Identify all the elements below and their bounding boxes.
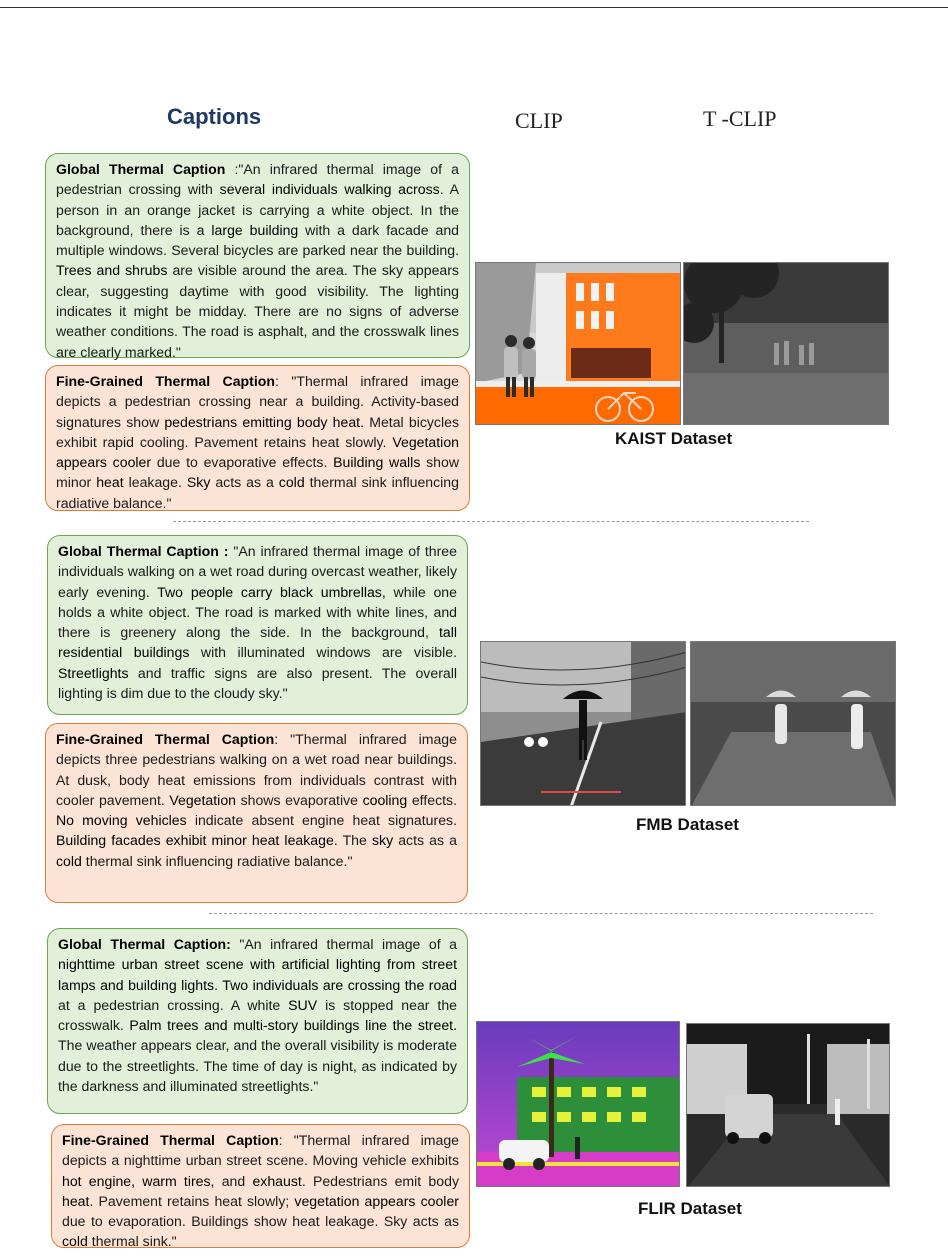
- caption-text: "Thermal infrared image depicts a nighttime urban street scene. Moving vehicle exhibits: [62, 1132, 459, 1169]
- caption-text: shows evaporative: [236, 791, 363, 808]
- caption-text: thermal sink influencing radiative balance.": [81, 852, 353, 869]
- caption-text: while one holds a white object. The road is marked with white lines, and there is greenery along the side. In the background,: [58, 583, 457, 641]
- keyword-text: cold: [56, 852, 82, 869]
- caption-text: "An infrared thermal image of a: [239, 936, 458, 952]
- keyword-text: Building facades exhibit minor heat leakage: [56, 832, 334, 849]
- keyword-text: large building: [211, 221, 299, 238]
- kaist-clip-image: [475, 262, 681, 425]
- caption-sep: :: [225, 161, 239, 177]
- caption-text: due to evaporative effects.: [151, 454, 334, 471]
- keyword-text: hot engine, warm tires,: [62, 1172, 215, 1189]
- keyword-text: pedestrians emitting body heat.: [164, 413, 365, 430]
- caption-text: indicate absent engine heat signatures.: [186, 812, 457, 829]
- top-rule: [0, 7, 948, 8]
- keyword-text: Building walls: [333, 454, 421, 471]
- caption-text: .: [214, 976, 223, 993]
- caption-text: and: [214, 1172, 253, 1189]
- separator: [209, 913, 873, 914]
- keyword-text: cold: [278, 474, 305, 491]
- caption-text: "An infrared thermal image of a pedestrian crossing with: [56, 161, 459, 198]
- caption-body: [58, 936, 457, 1094]
- keyword-text: Vegetation appears cooler: [56, 433, 459, 471]
- caption-title: Fine-Grained Thermal Caption: [56, 373, 275, 389]
- caption-sep: :: [278, 1132, 294, 1148]
- fmb-dataset-label: FMB Dataset: [636, 815, 739, 834]
- caption-body: [62, 1132, 459, 1249]
- keyword-text: Two individuals are crossing the road: [222, 976, 458, 993]
- caption-body: [56, 373, 459, 511]
- caption-text: The weather appears clear, and the overall visibility is moderate due to the streetlights. The time of day is night, as indicated by the darkness and illuminated streetlights.": [58, 1037, 457, 1095]
- clip-heading: CLIP: [515, 108, 563, 133]
- caption-text: . The: [333, 832, 372, 849]
- kaist-fine-caption: [45, 365, 470, 511]
- caption-text: is stopped near the crosswalk.: [58, 996, 458, 1034]
- keyword-text: nighttime urban street scene with artificial lighting from street lamps and building lights: [58, 956, 457, 993]
- caption-text: "An infrared thermal image of three individuals walking on a wet road during overcast weather, likely early evening.: [58, 543, 457, 600]
- caption-text: due to evaporation. Buildings show heat leakage. Sky acts as: [62, 1213, 459, 1230]
- keyword-text: No moving vehicles: [56, 812, 187, 829]
- flir-tclip-image: [686, 1023, 890, 1187]
- flir-dataset-label: FLIR Dataset: [638, 1199, 742, 1218]
- caption-text: Metal bicycles exhibit rapid cooling. Pavement retains heat slowly.: [56, 413, 459, 450]
- caption-text: with illuminated windows are visible.: [189, 644, 457, 661]
- caption-text: are visible around the area. The sky appears clear, suggesting daytime with good visibility. The lighting indicates it might be midday. There are no signs of adverse weather conditions. The road is asphalt, and the crosswalk lines are clearly marked.": [56, 262, 459, 360]
- caption-title: Global Thermal Caption:: [58, 936, 231, 952]
- fmb-tclip-image: [690, 641, 896, 806]
- caption-sep: :: [274, 731, 291, 747]
- fmb-global-caption: [47, 535, 468, 715]
- flir-tclip-render: [687, 1024, 890, 1187]
- caption-title: Global Thermal Caption: [56, 161, 226, 177]
- keyword-text: Sky: [186, 474, 211, 491]
- caption-text: thermal sink influencing radiative balance.": [56, 474, 459, 511]
- keyword-text: vegetation appears cooler: [294, 1192, 459, 1209]
- fmb-tclip-render: [691, 642, 896, 806]
- caption-body: [56, 731, 457, 869]
- caption-text: with a dark facade and multiple windows. Several bicycles are parked near the building.: [56, 221, 460, 259]
- keyword-text: Streetlights: [58, 664, 129, 681]
- caption-title: Fine-Grained Thermal Caption: [56, 731, 275, 747]
- caption-body: [58, 543, 457, 701]
- captions-heading: Captions: [167, 104, 262, 129]
- kaist-global-caption: [45, 153, 470, 358]
- keyword-text: Trees and shrubs: [56, 262, 168, 279]
- caption-sep: :: [275, 373, 292, 389]
- caption-text: acts as a: [210, 474, 279, 491]
- kaist-clip-render: [476, 263, 681, 425]
- keyword-text: tall residential buildings: [58, 624, 457, 661]
- caption-text: . Pedestrians emit body: [301, 1172, 459, 1189]
- caption-text: at a pedestrian crossing. A white: [58, 996, 289, 1013]
- caption-text: . Pavement retains heat slowly;: [89, 1192, 295, 1209]
- caption-text: show minor: [56, 454, 460, 491]
- keyword-text: heat: [96, 474, 124, 491]
- flir-global-caption: [47, 928, 468, 1114]
- keyword-text: exhaust: [252, 1172, 302, 1189]
- caption-text: . A person in an orange jacket is carrying a white object. In the background, there is a: [56, 181, 459, 238]
- flir-clip-render: [477, 1022, 680, 1187]
- caption-title: Fine-Grained Thermal Caption: [62, 1132, 279, 1148]
- keyword-text: cold: [62, 1233, 88, 1250]
- caption-text: acts as a: [393, 832, 457, 849]
- caption-text: "Thermal infrared image depicts three pedestrians walking on a wet road near buildings. At dusk, body heat emissions from individuals contrast with cooler pavement.: [56, 731, 457, 808]
- caption-text: "Thermal infrared image depicts a pedestrian crossing near a building. Activity-based signatures show: [56, 373, 459, 430]
- flir-fine-caption: [51, 1124, 470, 1248]
- caption-text: leakage.: [123, 474, 187, 491]
- flir-clip-image: [476, 1021, 680, 1187]
- caption-text: effects.: [407, 791, 457, 808]
- kaist-tclip-image: [683, 262, 889, 425]
- keyword-text: cooling: [362, 791, 408, 808]
- tclip-heading: T -CLIP: [703, 106, 777, 131]
- keyword-text: SUV: [288, 996, 318, 1013]
- kaist-dataset-label: KAIST Dataset: [615, 429, 733, 448]
- keyword-text: Palm trees and multi-story buildings line the street.: [129, 1017, 457, 1034]
- caption-title: Global Thermal Caption :: [58, 543, 229, 559]
- caption-body: [56, 161, 459, 360]
- caption-text: thermal sink.": [87, 1233, 177, 1250]
- keyword-text: Vegetation: [169, 791, 236, 808]
- separator: [173, 521, 809, 522]
- kaist-tclip-render: [684, 263, 889, 425]
- keyword-text: heat: [62, 1192, 90, 1209]
- fmb-clip-image: [480, 641, 686, 806]
- fmb-clip-render: [481, 642, 686, 806]
- keyword-text: Two people carry black umbrellas,: [157, 583, 386, 600]
- keyword-text: several individuals walking across: [219, 181, 440, 198]
- caption-text: and traffic signs are also present. The overall lighting is dim due to the cloudy sky.": [58, 664, 457, 702]
- keyword-text: sky: [371, 832, 394, 849]
- fmb-fine-caption: [45, 723, 468, 903]
